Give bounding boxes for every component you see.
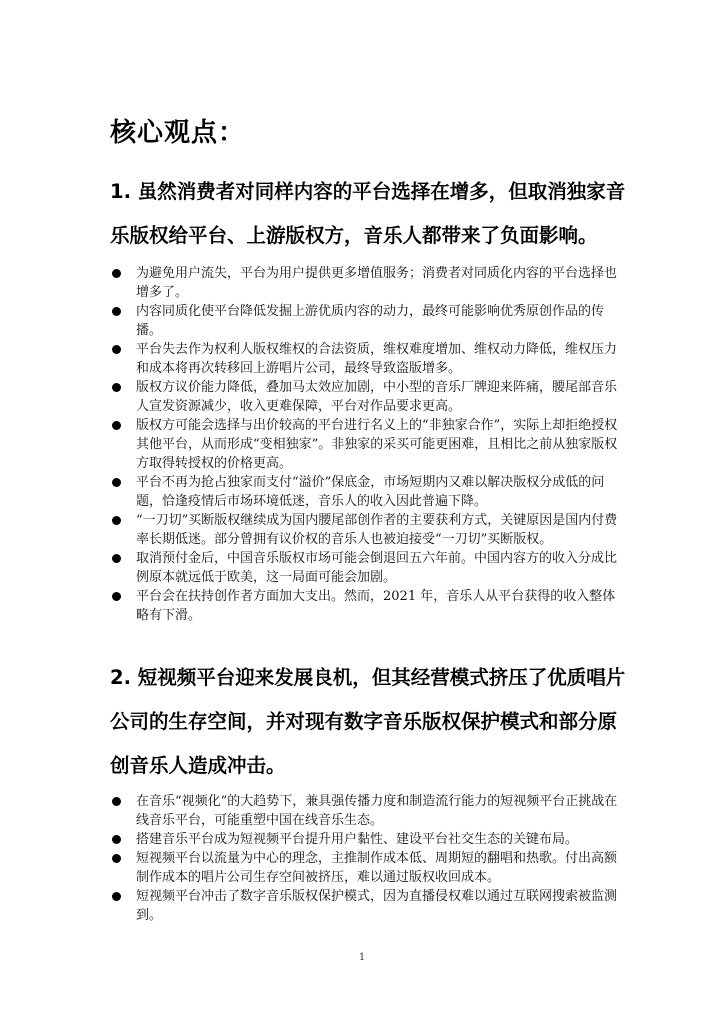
list-item xyxy=(110,792,620,830)
list-item-text: 为避免用户流失，平台为用户提供更多增值服务；消费者对同质化内容的平台选择也增多了。 xyxy=(136,266,618,300)
page-number: 1 xyxy=(358,952,366,963)
list-item-text: 短视频平台以流量为中心的理念，主推制作成本低、周期短的翻唱和热歌。付出高额制作成本的唱片公司生存空间被挤压，难以通过版权收回成本。 xyxy=(136,851,618,885)
bullet-icon xyxy=(112,383,121,392)
list-item-text: 版权方可能会选择与出价较高的平台进行名义上的“非独家合作”，实际上却拒绝授权其他平台，从而形成“变相独家”。非独家的采买可能更困难，且相比之前从独家版权方取得转授权的价格更高。 xyxy=(136,418,618,471)
bullet-icon xyxy=(112,892,121,901)
list-item-text: 在音乐“视频化”的大趋势下，兼具强传播力度和制造流行能力的短视频平台正挑战在线音乐平台，可能重塑中国在线音乐生态。 xyxy=(136,794,618,828)
list-item-text: 平台会在扶持创作者方面加大支出。然而，2021 年，音乐人从平台获得的收入整体略有下滑。 xyxy=(136,589,616,623)
list-item-text: 平台失去作为权利人版权维权的合法资质，维权难度增加、维权动力降低，维权压力和成本将再次转移回上游唱片公司，最终导致盗版增多。 xyxy=(136,342,618,376)
list-item-text: 版权方议价能力降低，叠加马太效应加剧，中小型的音乐厂牌迎来阵痛，腰尾部音乐人宣发资源减少，收入更难保障，平台对作品要求更高。 xyxy=(136,380,618,414)
list-item xyxy=(110,378,620,416)
bullet-icon xyxy=(112,854,121,863)
list-item xyxy=(110,473,620,511)
bullet-icon xyxy=(112,421,121,430)
list-item xyxy=(110,830,620,849)
list-item xyxy=(110,340,620,378)
list-item xyxy=(110,849,620,887)
section-2-bullet-list xyxy=(110,792,620,925)
list-item-text: 搭建音乐平台成为短视频平台提升用户黏性、建设平台社交生态的关键布局。 xyxy=(136,832,579,847)
bullet-icon xyxy=(112,592,121,601)
list-item-text: “一刀切”买断版权继续成为国内腰尾部创作者的主要获利方式，关键原因是国内付费率长期低迷。部分曾拥有议价权的音乐人也被迫接受“一刀切”买断版权。 xyxy=(136,513,618,547)
list-item xyxy=(110,302,620,340)
bullet-icon xyxy=(112,797,121,806)
section-1-bullet-list xyxy=(110,264,620,625)
section-1-heading: 1. 虽然消费者对同样内容的平台选择在增多，但取消独家音乐版权给平台、上游版权方，音乐人都带来了负面影响。 xyxy=(110,180,626,247)
section-2-heading: 2. 短视频平台迎来发展良机，但其经营模式挤压了优质唱片公司的生存空间，并对现有数字音乐版权保护模式和部分原创音乐人造成冲击。 xyxy=(110,666,626,777)
document-title: 核心观点： xyxy=(110,118,246,148)
bullet-icon xyxy=(112,516,121,525)
bullet-icon xyxy=(112,345,121,354)
list-item xyxy=(110,587,620,625)
list-item-text: 短视频平台冲击了数字音乐版权保护模式，因为直播侵权难以通过互联网搜索被监测到。 xyxy=(136,889,618,923)
bullet-icon xyxy=(112,478,121,487)
bullet-icon xyxy=(112,835,121,844)
bullet-icon xyxy=(112,554,121,563)
list-item xyxy=(110,264,620,302)
bullet-icon xyxy=(112,269,121,278)
list-item xyxy=(110,511,620,549)
list-item xyxy=(110,549,620,587)
list-item-text: 取消预付金后，中国音乐版权市场可能会倒退回五六年前。中国内容方的收入分成比例原本就远低于欧美，这一局面可能会加剧。 xyxy=(136,551,618,585)
bullet-icon xyxy=(112,307,121,316)
list-item xyxy=(110,416,620,473)
list-item-text: 内容同质化使平台降低发掘上游优质内容的动力，最终可能影响优秀原创作品的传播。 xyxy=(136,304,605,338)
list-item-text: 平台不再为抢占独家而支付“溢价”保底金，市场短期内又难以解决版权分成低的问题，恰逢疫情后市场环境低迷，音乐人的收入因此普遍下降。 xyxy=(136,475,605,509)
list-item xyxy=(110,887,620,925)
